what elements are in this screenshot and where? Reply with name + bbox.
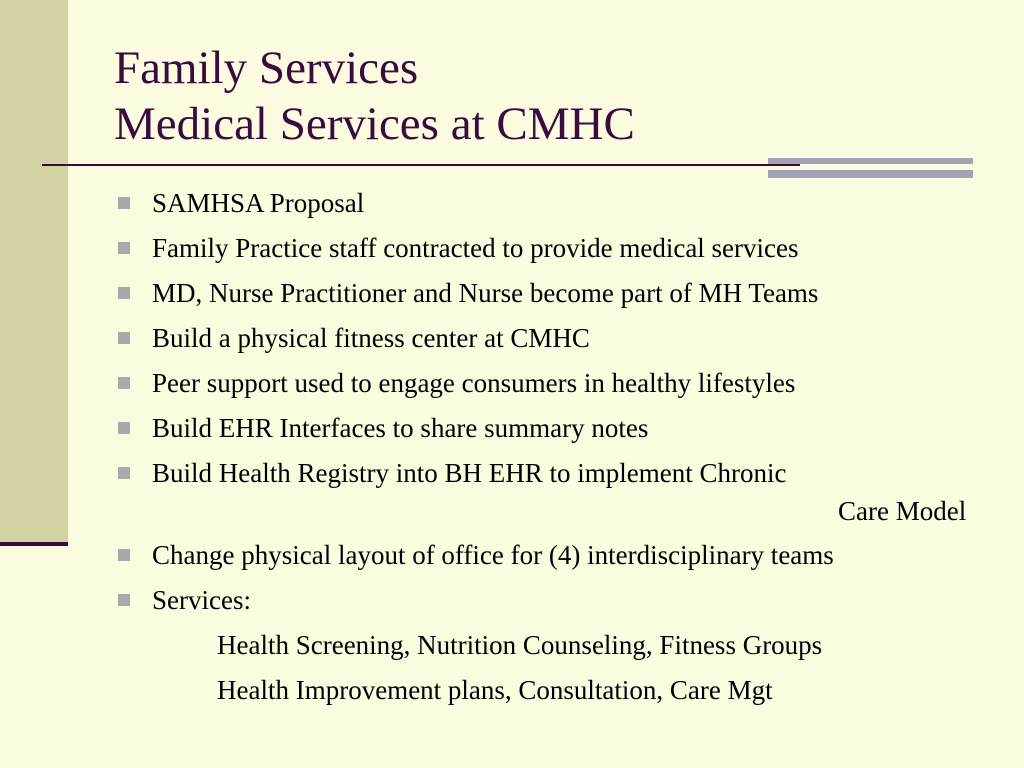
- bullet-text: MD, Nurse Practitioner and Nurse become part of MH Teams: [152, 278, 819, 308]
- bullet-text: SAMHSA Proposal: [152, 188, 365, 218]
- square-bullet-icon: [118, 549, 130, 561]
- bullet-text: Build EHR Interfaces to share summary notes: [152, 413, 649, 443]
- square-bullet-icon: [118, 594, 130, 606]
- services-line-health-screening: Health Screening, Nutrition Counseling, Fitness Groups: [217, 630, 823, 660]
- bullet-text: Peer support used to engage consumers in healthy lifestyles: [152, 368, 796, 398]
- title-line-2: Medical Services at CMHC: [114, 98, 635, 150]
- square-bullet-icon: [118, 287, 130, 299]
- square-bullet-icon: [118, 422, 130, 434]
- bullet-text: Change physical layout of office for (4) interdisciplinary teams: [152, 540, 834, 570]
- square-bullet-icon: [118, 332, 130, 344]
- square-bullet-icon: [118, 377, 130, 389]
- square-bullet-icon: [118, 242, 130, 254]
- bullet-continuation-care-model: Care Model: [838, 496, 967, 526]
- bullet-text: Build a physical fitness center at CMHC: [152, 323, 590, 353]
- bullet-text: Family Practice staff contracted to provide medical services: [152, 233, 799, 263]
- bullet-text: Services:: [152, 585, 251, 615]
- services-line-health-improvement: Health Improvement plans, Consultation, Care Mgt: [217, 675, 773, 705]
- square-bullet-icon: [118, 467, 130, 479]
- bullet-text: Build Health Registry into BH EHR to implement Chronic: [152, 458, 787, 488]
- title-line-1: Family Services: [114, 42, 419, 94]
- square-bullet-icon: [118, 197, 130, 209]
